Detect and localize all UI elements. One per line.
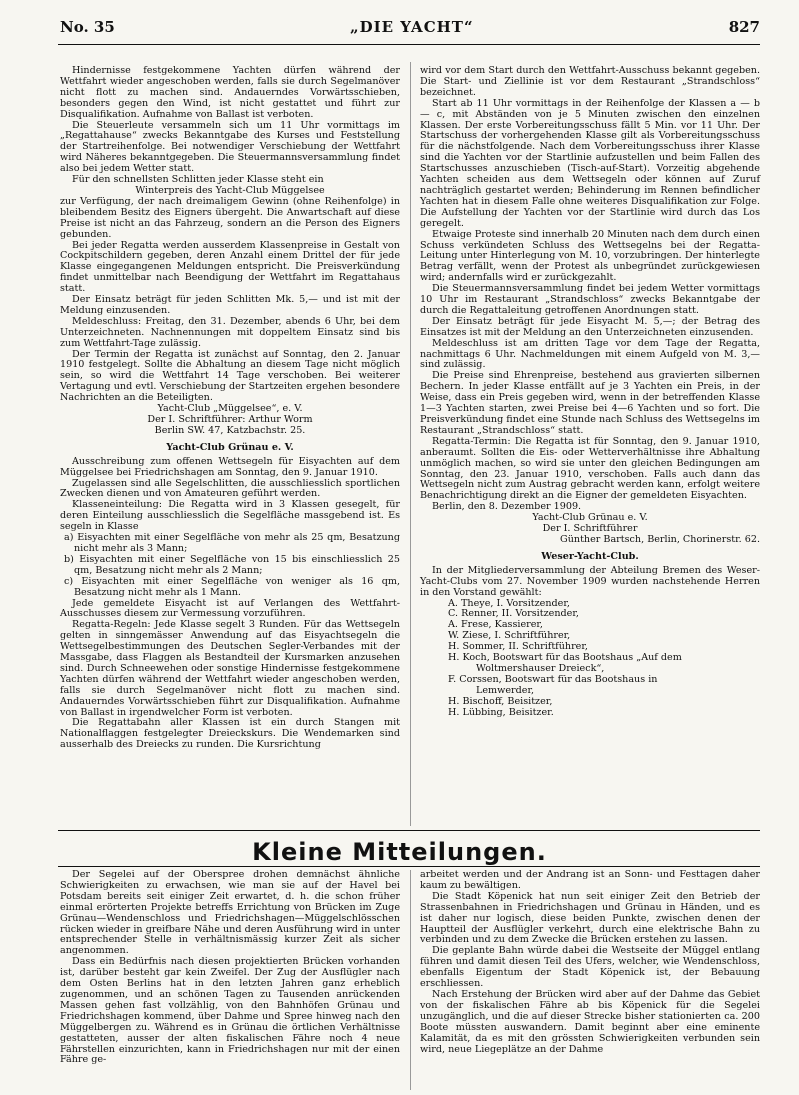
paragraph: Zugelassen sind alle Segelschlitten, die ausschliesslich sportlichen Zwecken dienen und von Amateuren geführt werden. [60,477,400,500]
section-heading: Weser-Yacht-Club. [541,550,639,562]
paragraph: Der Termin der Regatta ist zunächst auf Sonntag, den 2. Januar 1910 festgelegt. Sollte die Abhaltung an diesem Tage nicht möglich sein, so wird die Wettfahrt 14 Tage verschoben. Bei weiterer Vertagung und evtl. Verschiebung der Startzeiten ergehen besondere Nachrichten an die Beteiligten. [60,348,400,404]
bottom-right-column [420,870,760,1055]
paragraph: Yacht-Club „Müggelsee“, e. V. [157,403,303,415]
paragraph: Die Regattabahn aller Klassen ist ein durch Stangen mit Nationalflaggen festgelegter Dreieckskurs. Die Wendemarken sind ausserhalb des Dreiecks zu runden. Die Kursrichtung [60,717,400,751]
paragraph: b) Eisyachten mit einer Segelfläche von 15 bis einschliesslich 25 qm, Besatzung nicht mehr als 2 Mann; [64,553,400,576]
list-item: H. Sommer, II. Schriftführer, [448,641,588,653]
page-header [60,18,760,42]
paragraph: Etwaige Proteste sind innerhalb 20 Minuten nach dem durch einen Schuss verkündeten Schluss des Wettsegelns bei der Regatta-Leitung unter Hinterlegung von M. 10, vorzubringen. Der hinterlegte Betrag verfällt, wenn der Protest als unbegründet zurückgewiesen wird; andernfalls wird er zurückgezahlt. [420,228,760,284]
bottom-left-column [60,870,400,1066]
paragraph: Jede gemeldete Eisyacht ist auf Verlangen des Wettfahrt-Ausschusses diesem zur Vermessung vorzuführen. [60,597,400,620]
paragraph: arbeitet werden und der Andrang ist an Sonn- und Festtagen daher kaum zu bewältigen. [420,869,760,891]
paragraph: zur Verfügung, der nach dreimaligem Gewinn (ohne Reihenfolge) in bleibendem Besitz des Eigners übergeht. Die Anwartschaft auf diese Preise ist nicht an das Fahrzeug, sondern an die Person des Eigners gebunden. [60,195,400,240]
list-item: C. Renner, II. Vorsitzender, [448,608,579,620]
bottom-column-divider [410,870,411,1090]
paragraph: Meldeschluss ist am dritten Tage vor dem Tage der Regatta, nachmittags 6 Uhr. Nachmeldungen mit einem Aufgeld von M. 3,— sind zulässig. [420,337,760,371]
paragraph: Nach Erstehung der Brücken wird aber auf der Dahme das Gebiet von der fiskalischen Fähre ab bis Köpenick für die Segelei unzugänglich, und die auf dieser Strecke bisher stationierten ca. 200 Boote müssten auswandern. Damit beginnt aber eine eminente Kalamität, da es mit den grössten Schwierigkeiten verbunden sein wird, neue Liegeplätze an der Dahme [420,988,760,1055]
list-item: Woltmershauser Dreieck“, [476,662,605,674]
paragraph: Regatta-Regeln: Jede Klasse segelt 3 Runden. Für das Wettsegeln gelten in sinngemässer Anwendung auf das Eisyachtsegeln die Wettsegelbestimmungen des Deutschen Segler-Verbandes mit der Massgabe, dass Flaggen als Bestandteil der Kursmarken anzusehen sind. Durch Schneewehen oder sonstige Hindernisse festgekommene Yachten dürfen während der Wettfahrt wieder angeschoben werden, falls sie durch Segelmanöver nicht flott zu machen sind. Andauerndes Vorwärtsschieben führt zur Disqualifikation. Aufnahme von Ballast in irgendwelcher Form ist verboten. [60,619,400,718]
paragraph: Bei jeder Regatta werden ausserdem Klassenpreise in Gestalt von Cockpitschildern gegeben, deren Anzahl einem Drittel der für jede Klasse eingegangenen Meldungen entspricht. Die Preisverkündung findet unmittelbar nach Beendigung der Wettfahrt im Regattahaus statt. [60,239,400,295]
paragraph: Winterpreis des Yacht-Club Müggelsee [135,184,325,196]
paragraph: Klasseneinteilung: Die Regatta wird in 3 Klassen gesegelt, für deren Einteilung ausschliesslich die Segelfläche massgebend ist. Es segeln in Klasse [60,499,400,533]
paragraph: Regatta-Termin: Die Regatta ist für Sonntag, den 9. Januar 1910, anberaumt. Sollten die Eis- oder Wetterverhältnisse ihre Abhaltung unmöglich machen, so wird sie unter den gleichen Bedingungen am Sonntag, den 23. Januar 1910, verschoben. Falls auch dann das Wettsegeln nicht zum Austrag gebracht werden kann, erfolgt weitere Benachrichtigung direkt an die Eigner der gemeldeten Eisyachten. [420,435,760,502]
paragraph: Die Steuermannsversammlung findet bei jedem Wetter vormittags 10 Uhr im Restaurant „Strandschloss“ zwecks Bekanntgabe der durch die Regattaleitung getroffenen Anordnungen statt. [420,283,760,316]
paragraph: Günther Bartsch, Berlin, Chorinerstr. 62. [560,533,760,545]
header-rule [58,44,760,45]
paragraph: Yacht-Club Grünau e. V. [532,512,648,524]
paragraph: Der Einsatz beträgt für jeden Schlitten Mk. 5,— und ist mit der Meldung einzusenden. [60,294,400,316]
section-rule-bottom [58,866,760,867]
paragraph: c) Eisyachten mit einer Segelfläche von weniger als 16 qm, Besatzung nicht mehr als 1 Mann. [64,575,400,598]
page-number: 827 [728,18,760,36]
paragraph: Meldeschluss: Freitag, den 31. Dezember, abends 6 Uhr, bei dem Unterzeichneten. Nachnennungen mit doppeltem Einsatz sind bis zum Wettfahrt-Tage zulässig. [60,315,400,349]
right-column [420,66,760,718]
paragraph: Start ab 11 Uhr vormittags in der Reihenfolge der Klassen a — b — c, mit Abständen von je 5 Minuten zwischen den einzelnen Klassen. Der erste Vorbereitungsschuss fällt 5 Min. vor 11 Uhr. Der Startschuss der vorhergehenden Klasse gilt als Vorbereitungsschuss für die nächstfolgende. Nach dem Vorbereitungsschuss ihrer Klasse sind die Yachten vor der Startlinie aufzustellen und beim Fallen des Startschusses anzuschieben (Tisch-auf-Start). Vorzeitig abgehende Yachten scheiden aus dem Wettsegeln oder können auf Zuruf nachträglich gestartet werden; Behinderung im Rennen befindlicher Yachten hat in diesem Falle ohne weiteres Disqualifikation zur Folge. Die Aufstellung der Yachten vor der Startlinie wird durch das Los geregelt. [420,97,760,229]
issue-number: No. 35 [60,18,115,36]
section-heading: Yacht-Club Grünau e. V. [166,441,294,453]
paragraph: Hindernisse festgekommene Yachten dürfen während der Wettfahrt wieder angeschoben werden, falls sie durch Segelmanöver nicht flott zu machen sind. Andauerndes Vorwärtsschieben, besonders gegen den Wind, ist nicht gestattet und führt zur Disqualifikation. Aufnahme von Ballast ist verboten. [60,65,400,120]
paragraph: Die Steuerleute versammeln sich um 11 Uhr vormittags im „Regattahause“ zwecks Bekanntgabe des Kurses und Feststellung der Startreihenfolge. Bei notwendiger Verschiebung der Wettfahrt wird Näheres bekanntgegeben. Die Steuermannsversammlung findet also bei jedem Wetter statt. [60,119,400,175]
list-item: A. Theye, I. Vorsitzender, [448,597,570,609]
paragraph: In der Mitgliederversammlung der Abteilung Bremen des Weser-Yacht-Clubs vom 27. November 1909 wurden nachstehende Herren in den Vorstand gewählt: [420,564,760,598]
paragraph: Die Preise sind Ehrenpreise, bestehend aus gravierten silbernen Bechern. In jeder Klasse entfällt auf je 3 Yachten ein Preis, in der Weise, dass ein Preis gegeben wird, wenn in der betreffenden Klasse 1—3 Yachten starten, zwei Preise bei 4—6 Yachten und so fort. Die Preisverkündung findet eine Stunde nach Schluss des Wettsegelns im Restaurant „Strandschloss“ statt. [420,370,760,436]
list-item: W. Ziese, I. Schriftführer, [448,630,571,642]
paragraph: Der Einsatz beträgt für jede Eisyacht M. 5,—; der Betrag des Einsatzes ist mit der Meldung an den Unterzeichneten einzusenden. [420,315,760,338]
paragraph: Für den schnellsten Schlitten jeder Klasse steht ein [72,174,324,186]
list-item: H. Bischoff, Beisitzer, [448,695,553,707]
list-item: H. Koch, Bootswart für das Bootshaus „Auf dem [448,652,682,664]
paragraph: Der I. Schriftführer [542,523,638,535]
section-title: Kleine Mitteilungen. [252,838,547,866]
list-item: H. Lübbing, Beisitzer. [448,706,554,718]
journal-title: „DIE YACHT“ [350,18,474,36]
paragraph: wird vor dem Start durch den Wettfahrt-Ausschuss bekannt gegeben. Die Start- und Ziellinie ist vor dem Restaurant „Strandschloss“ bezeichnet. [420,65,760,98]
list-item: A. Frese, Kassierer, [448,619,543,631]
paragraph: Ausschreibung zum offenen Wettsegeln für Eisyachten auf dem Müggelsee bei Friedrichshagen am Sonntag, den 9. Januar 1910. [60,455,400,478]
paragraph: Die Stadt Köpenick hat nun seit einiger Zeit den Betrieb der Strassenbahnen in Friedrichshagen und Grünau in Händen, und es ist daher nur logisch, diese beiden Punkte, zwischen denen der Hauptteil der Ausflügler verkehrt, durch eine elektrische Bahn zu verbinden und zu dem Zwecke die Brücken erstehen zu lassen. [420,890,760,946]
list-item: Lemwerder, [476,684,535,696]
paragraph: Berlin SW. 47, Katzbachstr. 25. [154,424,306,436]
section-rule-top [58,830,760,831]
paragraph: Der Segelei auf der Oberspree drohen demnächst ähnliche Schwierigkeiten zu erwachsen, wie man sie auf der Havel bei Potsdam bereits seit einiger Zeit erwartet, d. h. die schon früher einmal erörterten Projekte betreffs Errichtung von Brücken im Zuge Grünau—Wendenschloss und Friedrichshagen—Müggelschlösschen rücken wieder in greifbare Nähe und deren Ausführung wird in unter entsprechender Stelle in verhältnismässig kurzer Zeit als sicher angenommen. [60,869,400,957]
paragraph: Berlin, den 8. Dezember 1909. [432,501,582,513]
column-divider [410,62,411,826]
paragraph: Der I. Schriftführer: Arthur Worm [147,414,313,425]
list-item: F. Corssen, Bootswart für das Bootshaus in [448,673,658,685]
paragraph: Dass ein Bedürfnis nach diesen projektierten Brücken vorhanden ist, darüber besteht gar kein Zweifel. Der Zug der Ausflügler nach dem Osten Berlins hat in den letzten Jahren ganz erheblich zugenommen, und an schönen Tagen zu Tausenden anrückenden Massen gehen fast vollzählig, von den Bahnhöfen Grünau und Friedrichshagen kommend, über Dahme und Spree hinweg nach den Müggelbergen zu. Während es in Grünau die örtlichen Verhältnisse gestatteten, ausser der alten fiskalischen Fähre noch 4 neue Fährstellen einzurichten, kann in Friedrichshagen nur mit der einen Fähre ge- [60,956,400,1066]
paragraph: Die geplante Bahn würde dabei die Westseite der Müggel entlang führen und damit diesen Teil des Ufers, welcher, wie Wendenschloss, ebenfalls Eigentum der Stadt Köpenick ist, der Bebauung erschliessen. [420,945,760,990]
paragraph: a) Eisyachten mit einer Segelfläche von mehr als 25 qm, Besatzung nicht mehr als 3 Mann; [64,532,400,554]
left-column [60,66,400,751]
